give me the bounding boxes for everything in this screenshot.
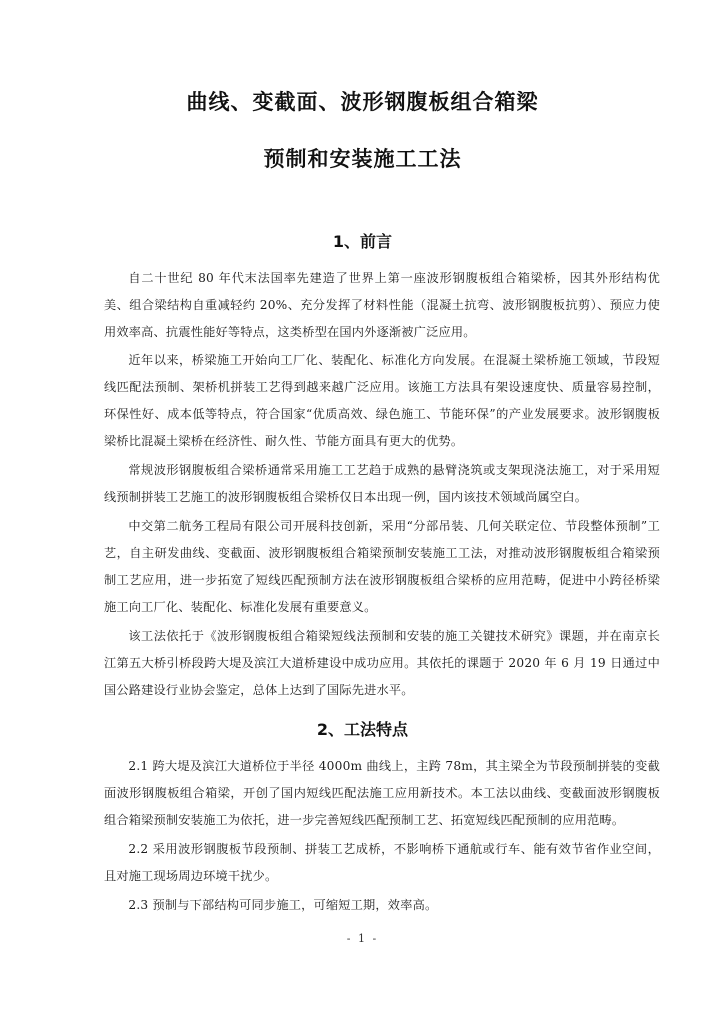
section-1-paragraph-5: 该工法依托于《波形钢腹板组合箱梁短线法预制和安装的施工关键技术研究》课题，并在南京长江第五大桥引桥段跨大堤及滨江大道桥建设中成功应用。其依托的课题于 2020 年 6 月 19 日通过中国公路建设行业协会鉴定，总体上达到了国际先进水平。 xyxy=(104,629,660,697)
section-1-heading: 1、前言 xyxy=(332,232,393,251)
document-title-line-1: 曲线、变截面、波形钢腹板组合箱梁 xyxy=(186,90,539,114)
section-2-item-2-2: 2.2 采用波形钢腹板节段预制、拼装工艺成桥，不影响桥下通航或行车、能有效节省作业空间，且对施工现场周边环境干扰少。 xyxy=(104,842,660,883)
section-1-paragraph-4: 中交第二航务工程局有限公司开展科技创新，采用“分部吊装、几何关联定位、节段整体预制”工艺，自主研发曲线、变截面、波形钢腹板组合箱梁预制安装施工工法，对推动波形钢腹板组合箱梁预制工艺应用，进一步拓宽了短线匹配预制方法在波形钢腹板组合梁桥的应用范畴，促进中小跨径桥梁施工向工厂化、装配化、标准化发展有重要意义。 xyxy=(104,519,660,614)
section-1-paragraph-2: 近年以来，桥梁施工开始向工厂化、装配化、标准化方向发展。在混凝土梁桥施工领域，节段短线匹配法预制、架桥机拼装工艺得到越来越广泛应用。该施工方法具有架设速度快、质量容易控制，环保性好、成本低等特点，符合国家“优质高效、绿色施工、节能环保”的产业发展要求。波形钢腹板梁桥比混凝土梁桥在经济性、耐久性、节能方面具有更大的优势。 xyxy=(104,353,660,448)
page-number: - 1 - xyxy=(346,932,379,945)
section-1-paragraph-3: 常规波形钢腹板组合梁桥通常采用施工工艺趋于成熟的悬臂浇筑或支架现浇法施工，对于采用短线预制拼装工艺施工的波形钢腹板组合梁桥仅日本出现一例，国内该技术领域尚属空白。 xyxy=(104,463,660,504)
section-2-item-2-1: 2.1 跨大堤及滨江大道桥位于半径 4000m 曲线上，主跨 78m，其主梁全为节段预制拼装的变截面波形钢腹板组合箱梁，开创了国内短线匹配法施工应用新技术。本工法以曲线、变截面波形钢腹板组合箱梁预制安装施工为依托，进一步完善短线匹配预制工艺、拓宽短线匹配预制的应用范畴。 xyxy=(104,759,660,827)
section-2-item-2-3: 2.3 预制与下部结构可同步施工，可缩短工期，效率高。 xyxy=(128,898,438,912)
section-2-heading: 2、工法特点 xyxy=(316,720,409,739)
section-1-paragraph-1: 自二十世纪 80 年代末法国率先建造了世界上第一座波形钢腹板组合箱梁桥，因其外形结构优美、组合梁结构自重减轻约 20%、充分发挥了材料性能（混凝土抗弯、波形钢腹板抗剪）、预应力使用效率高、抗震性能好等特点，这类桥型在国内外逐渐被广泛应用。 xyxy=(104,271,660,339)
document-title-line-2: 预制和安装施工工法 xyxy=(263,147,462,171)
